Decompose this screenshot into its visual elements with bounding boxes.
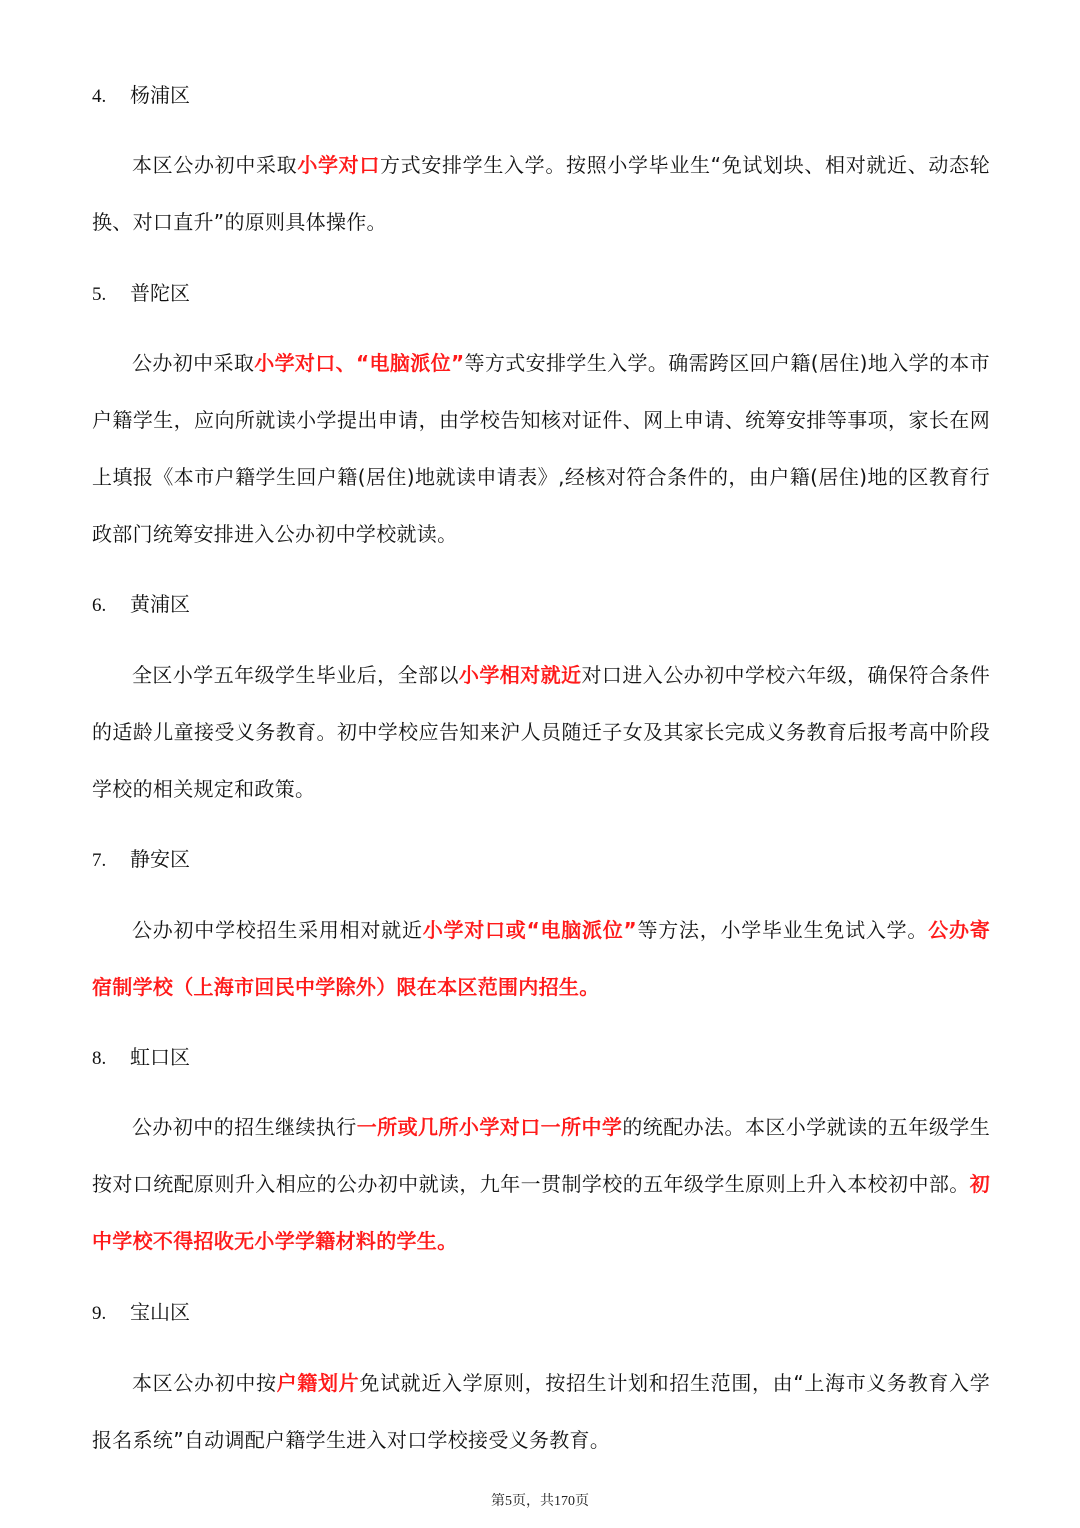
district-name: 静安区	[130, 847, 190, 871]
section-number: 5.	[92, 284, 107, 305]
highlighted-text: 小学对口或“电脑派位”	[422, 918, 637, 942]
section-number: 9.	[92, 1303, 107, 1324]
section-number: 4.	[92, 86, 107, 107]
paragraph-text: 的统配办法。本区小学就读的五年级学生按对口统配原则升入相应的公办初中就读，九年一贯制学校的五年级学生原则上升入本校初中部。	[92, 1115, 990, 1196]
paragraph-text: 公办初中的招生继续执行	[132, 1115, 357, 1139]
section-heading	[92, 589, 190, 621]
district-name: 虹口区	[130, 1045, 190, 1069]
section-number: 8.	[92, 1048, 107, 1069]
paragraph-text: 对口进入公办初中学校六年级，确保符合条件的适龄儿童接受义务教育。初中学校应告知来沪人员随迁子女及其家长完成义务教育后报考高中阶段学校的相关规定和政策。	[92, 663, 990, 801]
paragraph-text: 本区公办初中按	[132, 1371, 277, 1395]
section-paragraph	[92, 1355, 990, 1469]
district-name: 黄浦区	[130, 592, 190, 616]
section-paragraph	[92, 902, 990, 1016]
section-paragraph	[92, 335, 990, 563]
highlighted-text: 小学对口	[297, 153, 381, 177]
paragraph-text: 公办初中采取	[132, 351, 255, 375]
section-paragraph	[92, 647, 990, 818]
section-heading	[92, 80, 190, 112]
district-name: 宝山区	[130, 1300, 190, 1324]
section-paragraph	[92, 1099, 990, 1270]
highlighted-text: 户籍划片	[276, 1371, 360, 1395]
highlighted-text: 公办寄宿制学校（上海市回民中学除外）限在本区范围内招生。	[92, 918, 991, 999]
section-number: 6.	[92, 595, 107, 616]
highlighted-text: 一所或几所小学对口一所中学	[356, 1115, 623, 1139]
section-paragraph	[92, 137, 990, 251]
paragraph-text: 方式安排学生入学。按照小学毕业生“免试划块、相对就近、动态轮换、对口直升”的原则具体操作。	[92, 153, 990, 234]
section-heading	[92, 1042, 190, 1074]
section-heading	[92, 1297, 190, 1329]
paragraph-text: 公办初中学校招生采用相对就近	[132, 918, 423, 942]
page-footer: 第5页，共170页	[491, 1494, 589, 1509]
paragraph-text: 免试就近入学原则，按招生计划和招生范围，由“上海市义务教育入学报名系统”自动调配户籍学生进入对口学校接受义务教育。	[92, 1371, 990, 1452]
section-heading	[92, 278, 190, 310]
section-number: 7.	[92, 850, 107, 871]
paragraph-text: 等方法，小学毕业生免试入学。	[636, 918, 929, 942]
district-name: 普陀区	[130, 281, 190, 305]
highlighted-text: 初中学校不得招收无小学学籍材料的学生。	[92, 1172, 990, 1253]
district-name: 杨浦区	[130, 83, 190, 107]
highlighted-text: 小学对口、“电脑派位”	[254, 351, 465, 375]
paragraph-text: 本区公办初中采取	[132, 153, 298, 177]
section-heading	[92, 844, 190, 876]
paragraph-text: 等方式安排学生入学。确需跨区回户籍(居住)地入学的本市户籍学生，应向所就读小学提出申请，由学校告知核对证件、网上申请、统筹安排等事项，家长在网上填报《本市户籍学生回户籍(居住)地就读申请表》,经核对符合条件的，由户籍(居住)地的区教育行政部门统筹安排进入公办初中学校就读。	[92, 351, 990, 546]
paragraph-text: 全区小学五年级学生毕业后，全部以	[132, 663, 459, 687]
highlighted-text: 小学相对就近	[458, 663, 582, 687]
